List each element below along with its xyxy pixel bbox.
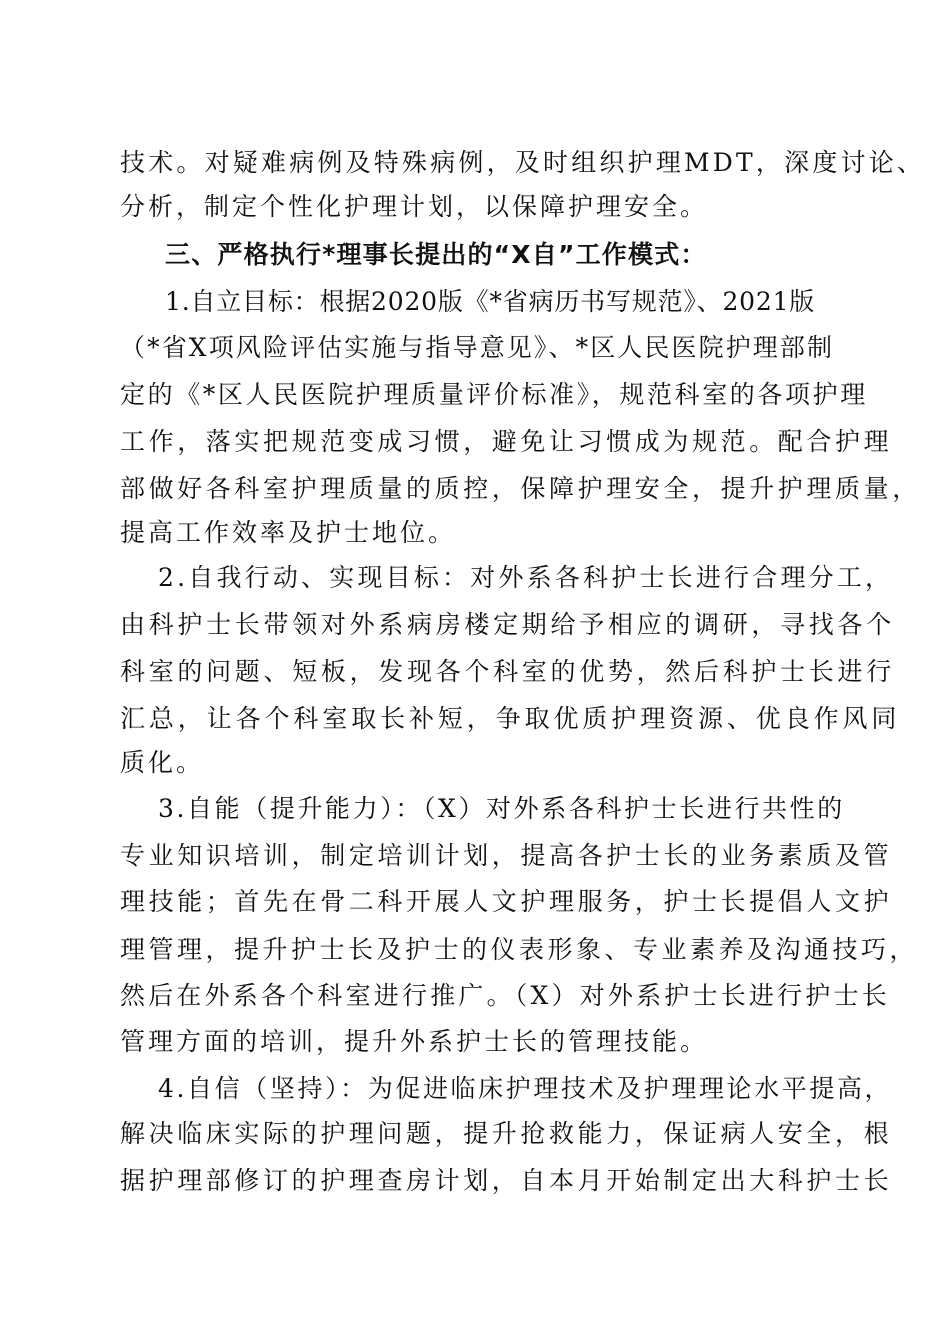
section-heading: 三、严格执行*理事长提出的“X自”工作模式：: [165, 240, 707, 269]
text-line: 4.自信（坚持）：为促进临床护理技术及护理理论水平提高，: [158, 1074, 893, 1103]
text-line: 由科护士长带领对外系病房楼定期给予相应的调研，寻找各个: [120, 610, 895, 639]
text-line: 提高工作效率及护士地位。: [120, 518, 457, 547]
text-line: 专业知识培训，制定培训计划，提高各护士长的业务素质及管: [120, 841, 893, 870]
text-line: 质化。: [120, 748, 205, 777]
text-line: 1.自立目标：根据2020版《*省病历书写规范》、2021版: [165, 287, 816, 316]
text-line: 科室的问题、短板，发现各个科室的优势，然后科护士长进行: [120, 657, 895, 686]
text-line: 技术。对疑难病例及特殊病例，及时组织护理MDT，深度讨论、: [120, 148, 926, 177]
text-line: 2.自我行动、实现目标：对外系各科护士长进行合理分工，: [158, 563, 894, 592]
text-line: 定的《*区人民医院护理质量评价标准》，规范科室的各项护理: [120, 380, 868, 409]
text-line: 理技能；首先在骨二科开展人文护理服务，护士长提倡人文护: [120, 887, 893, 916]
text-line: （*省X项风险评估实施与指导意见》、*区人民医院护理部制: [120, 333, 835, 362]
text-line: 理管理，提升护士长及护士的仪表形象、专业素养及沟通技巧，: [120, 935, 919, 964]
text-line: 据护理部修订的护理查房计划，自本月开始制定出大科护士长: [120, 1166, 893, 1195]
text-line: 汇总，让各个科室取长补短，争取优质护理资源、优良作风同: [120, 704, 901, 733]
text-line: 3.自能（提升能力）：（X）对外系各科护士长进行共性的: [158, 794, 845, 823]
text-line: 管理方面的培训，提升外系护士长的管理技能。: [120, 1027, 709, 1056]
text-line: 解决临床实际的护理问题，提升抢救能力，保证病人安全，根: [120, 1119, 893, 1148]
text-line: 部做好各科室护理质量的质控，保障护理安全，提升护理质量，: [120, 474, 921, 503]
text-line: 分析，制定个性化护理计划，以保障护理安全。: [120, 192, 709, 221]
text-line: 工作，落实把规范变成习惯，避免让习惯成为规范。配合护理: [120, 427, 893, 456]
text-line: 然后在外系各个科室进行推广。（X）对外系护士长进行护士长: [120, 981, 890, 1010]
